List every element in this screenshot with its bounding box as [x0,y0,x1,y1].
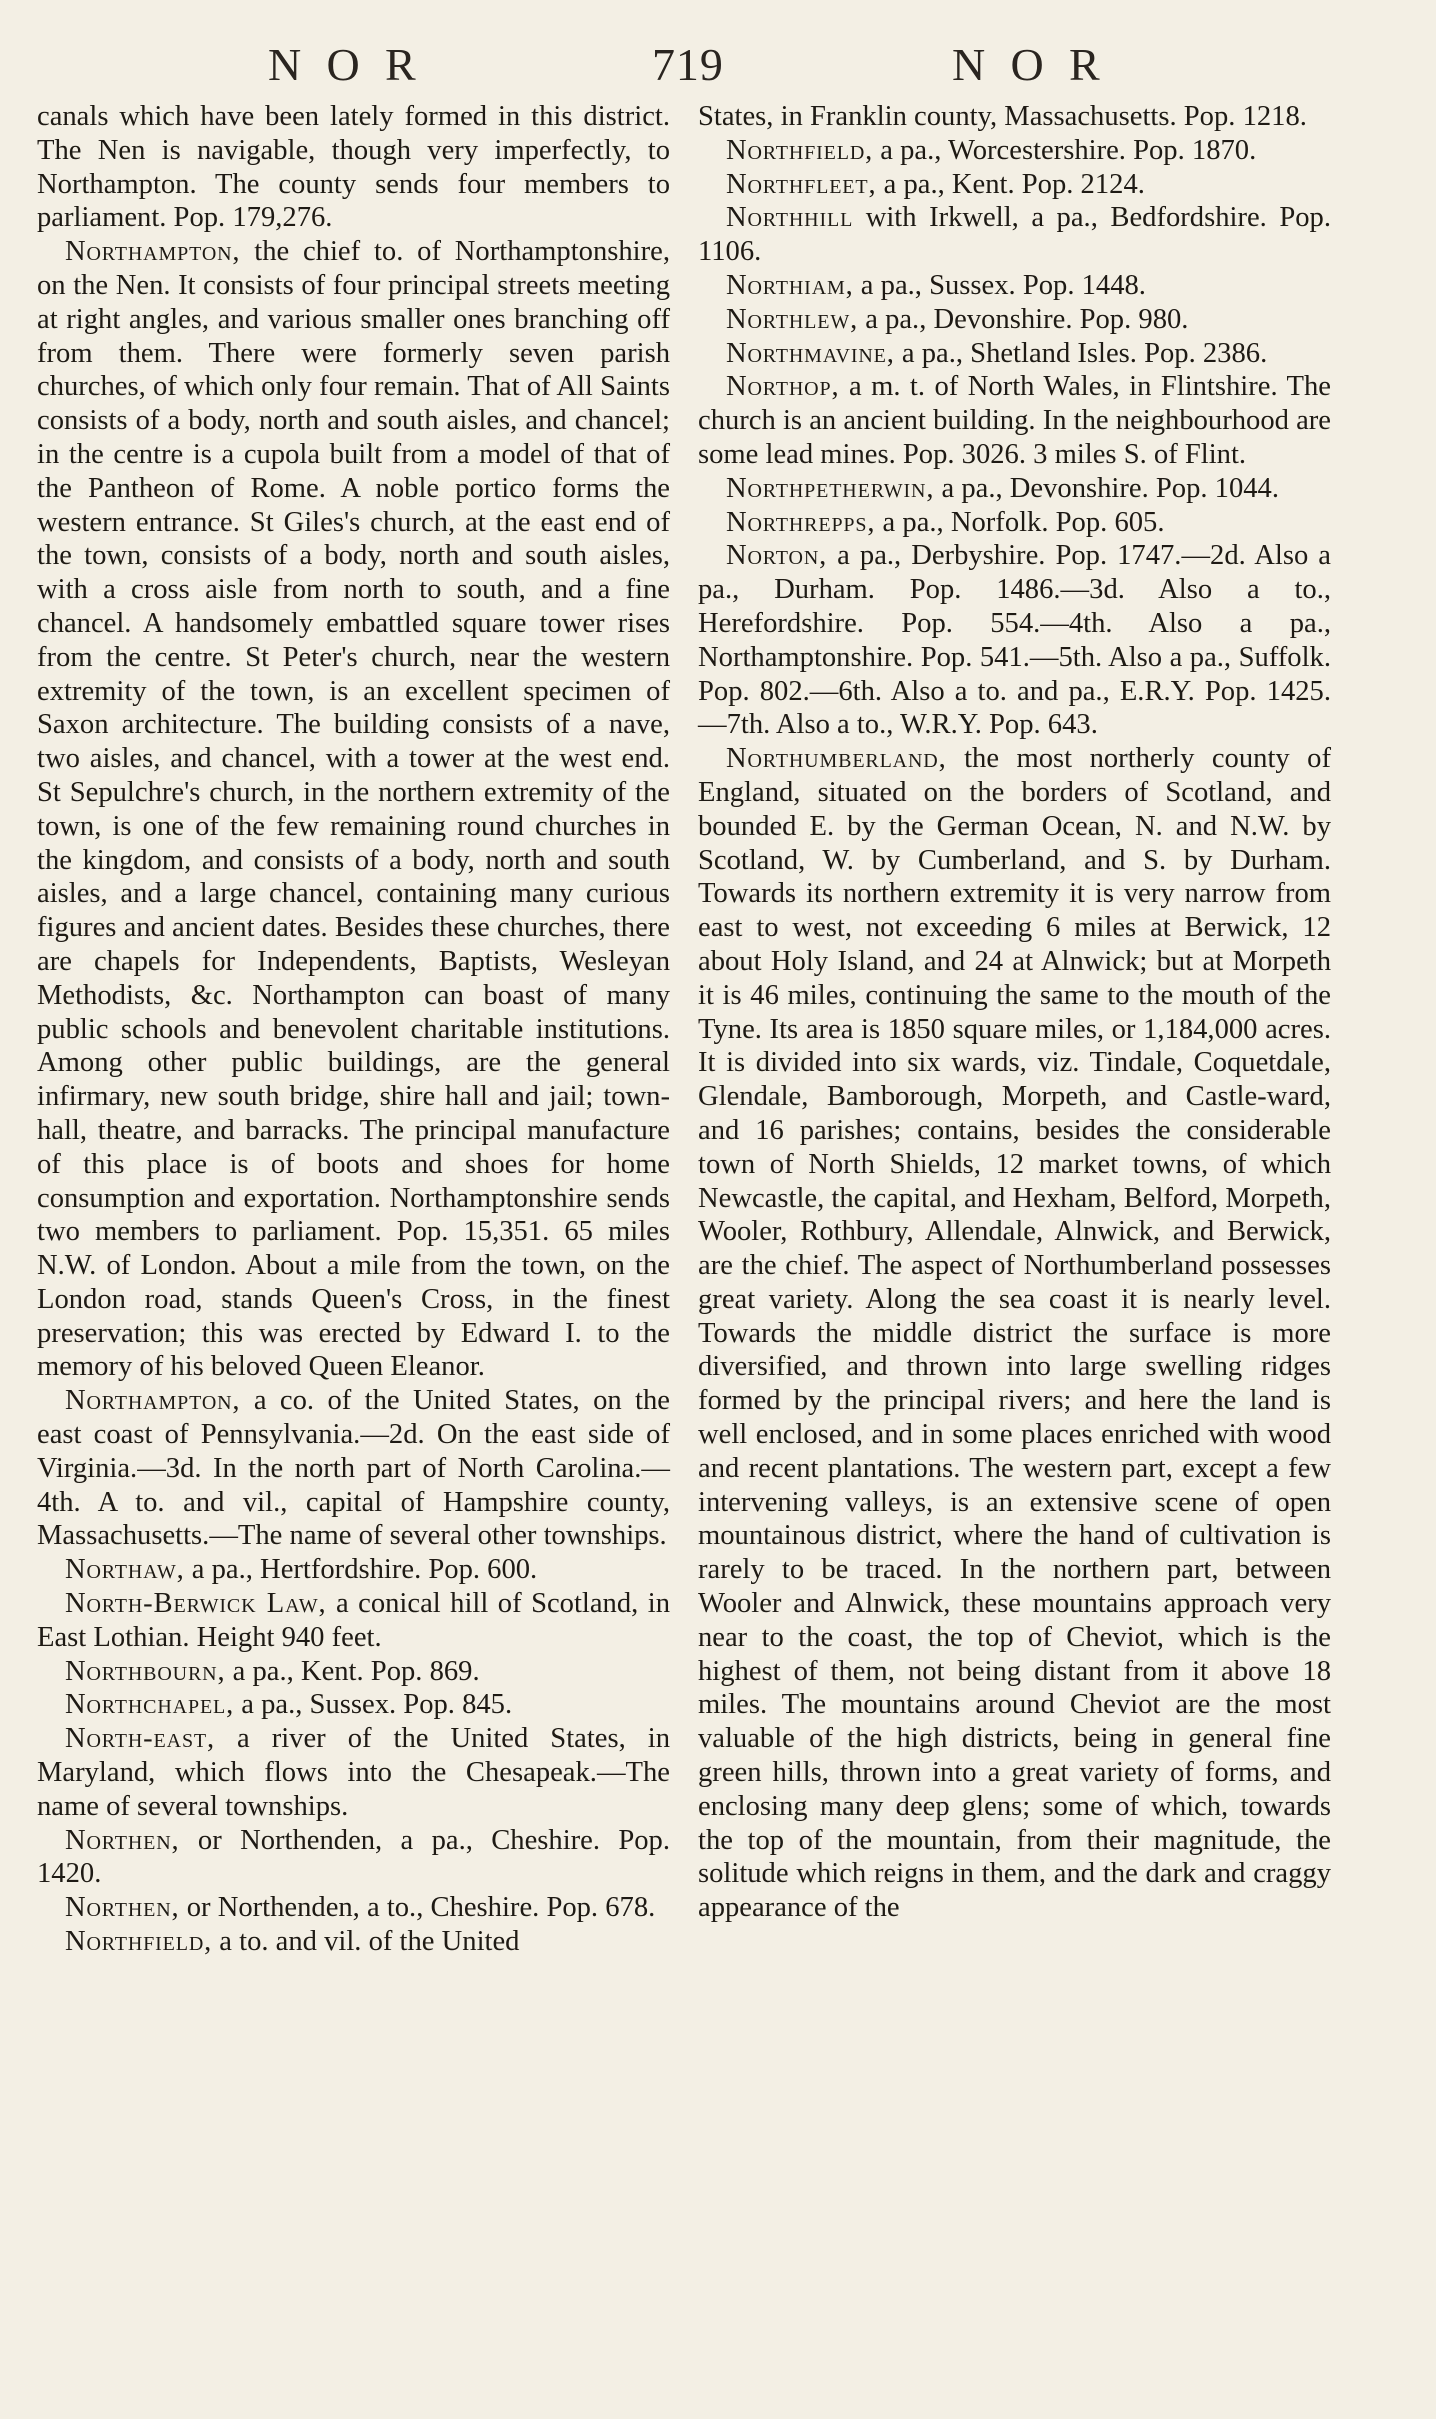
entry-text: a pa., Shetland Isles. Pop. 2386. [894,337,1268,369]
entry-text: or Northenden, a to., Cheshire. Pop. 678. [179,1892,656,1924]
running-head [0,38,1436,98]
gazetteer-entry [37,235,670,1384]
entry-headword: Northampton, [65,1385,241,1417]
gazetteer-entry [698,100,1331,134]
entry-headword: Northchapel, [65,1689,235,1721]
entry-headword: Northop, [726,371,840,403]
entry-text: a pa., Norfolk. Pop. 605. [875,506,1165,538]
entry-text: a pa., Devonshire. Pop. 1044. [934,472,1280,504]
entry-headword: Northiam, [726,269,854,301]
entry-headword: Northfleet, [726,168,877,200]
gazetteer-entry [698,168,1331,202]
entry-headword: Northmavine, [726,337,895,369]
entry-headword: Northfield, [65,1926,213,1958]
entry-text: with Irkwell, a pa., Bedfordshire. Pop. 1106. [698,202,1331,268]
gazetteer-entry [37,1722,670,1823]
gazetteer-entry [698,472,1331,506]
entry-headword: Northlew, [726,303,859,335]
entry-text: or Northenden, a pa., Cheshire. Pop. 1420. [37,1824,670,1890]
entry-headword: Northfield, [726,134,874,166]
gazetteer-entry [698,539,1331,742]
entry-headword: Northrepps, [726,506,876,538]
entry-headword: Northen, [65,1892,180,1924]
entry-headword: Northen, [65,1824,180,1856]
entry-headword: North-Berwick Law, [65,1588,327,1620]
entry-text: the chief to. of Northamptonshire, on the Nen. It consists of four principal streets meeting at right angles, and various smaller ones branching off from them. There were formerly seven parish churches, of which only four remain. That of All Saints consists of a body, north and south aisles, and chancel; in the centre is a cupola built from a model of that of the Pantheon of Rome. A noble portico forms the western entrance. St Giles's church, at the east end of the town, consists of a body, north and south aisles, with a cross aisle from north to south, and a fine chancel. A handsomely embattled square tower rises from the centre. St Peter's church, near the western extremity of the town, is an excellent specimen of Saxon architecture. The building consists of a nave, two aisles, and chancel, with a tower at the west end. St Sepulchre's church, in the northern extremity of the town, is one of the few remaining round churches in the kingdom, and consists of a body, north and south aisles, and a large chancel, containing many curious figures and ancient dates. Besides these churches, there are chapels for Independents, Baptists, Wesleyan Methodists, &c. Northampton can boast of many public schools and benevolent charitable institutions. Among other public buildings, are the general infirmary, new south bridge, shire hall and jail; town-hall, theatre, and barracks. The principal manufacture of this place is of boots and shoes for home consumption and exportation. Northamptonshire sends two members to parliament. Pop. 15,351. 65 miles N.W. of London. About a mile from the town, on the London road, stands Queen's Cross, in the finest preservation; this was erected by Edward I. to the memory of his beloved Queen Eleanor. [37,236,670,1383]
gazetteer-entry [698,303,1331,337]
entry-text: a pa., Worcestershire. Pop. 1870. [873,134,1257,166]
entry-text: a conical hill of Scotland, in East Lothian. Height 940 feet. [37,1588,670,1653]
entry-text: a pa., Kent. Pop. 2124. [876,168,1145,200]
entry-text: canals which have been lately formed in this district. The Nen is navigable, though very imperfectly, to Northampton. The county sends four members to parliament. Pop. 179,276. [37,101,670,234]
entry-headword: North-east, [65,1723,215,1755]
page-number: 719 [652,39,724,90]
entry-headword: Northumberland, [726,743,947,775]
gazetteer-entry [698,742,1331,1925]
entry-text: a pa., Kent. Pop. 869. [225,1655,480,1687]
entry-headword: Northhill [726,202,854,234]
entry-text: the most northerly county of England, situated on the borders of Scotland, and bounded E. by the German Ocean, N. and N.W. by Scotland, W. by Cumberland, and S. by Durham. Towards its northern extremity it is very narrow from east to west, not exceeding 6 miles at Berwick, 12 about Holy Island, and 24 at Alnwick; but at Morpeth it is 46 miles, continuing the same to the mouth of the Tyne. Its area is 1850 square miles, or 1,184,000 acres. It is divided into six wards, viz. Tindale, Coquetdale, Glendale, Bamborough, Morpeth, and Castle-ward, and 16 parishes; contains, besides the considerable town of North Shields, 12 market towns, of which Newcastle, the capital, and Hexham, Belford, Morpeth, Wooler, Rothbury, Allendale, Alnwick, and Berwick, are the chief. The aspect of Northumberland possesses great variety. Along the sea coast it is nearly level. Towards the middle district the surface is more diversified, and thrown into large swelling ridges formed by the principal rivers; and here the land is well enclosed, and in some places enriched with wood and recent plantations. The western part, except a few intervening valleys, is an extensive scene of open mountainous district, where the hand of cultivation is rarely to be traced. In the northern part, between Wooler and Alnwick, these mountains approach very near to the coast, the top of Cheviot, which is the highest of them, not being distant from it above 18 miles. The mountains around Cheviot are the most valuable of the high districts, being in general fine green hills, thrown into a great variety of forms, and enclosing many deep glens; some of which, towards the top of the mountain, from their magnitude, the solitude which reigns in them, and the dark and craggy appearance of the [698,743,1331,1924]
gazetteer-entry [698,134,1331,168]
entry-text: a pa., Devonshire. Pop. 980. [858,303,1189,335]
entry-text: a pa., Derbyshire. Pop. 1747.—2d. Also a pa., Durham. Pop. 1486.—3d. Also a to., Herefordshire. Pop. 554.—4th. Also a pa., Northamptonshire. Pop. 541.—5th. Also a pa., Suffolk. Pop. 802.—6th. Also a to. and pa., E.R.Y. Pop. 1425.—7th. Also a to., W.R.Y. Pop. 643. [698,540,1331,741]
gazetteer-entry [37,1587,670,1655]
gazetteer-entry [698,201,1331,269]
entry-headword: Northpetherwin, [726,472,935,504]
gazetteer-entry [698,269,1331,303]
entry-text: a pa., Sussex. Pop. 845. [234,1689,513,1721]
running-head-left: NOR [268,39,442,90]
gazetteer-entry [37,1891,670,1925]
gazetteer-entry [37,1925,670,1959]
gazetteer-entry [37,1655,670,1689]
entry-text: a river of the United States, in Maryland, which flows into the Chesapeak.—The name of several townships. [37,1723,670,1822]
entry-text: a pa., Hertfordshire. Pop. 600. [184,1554,538,1586]
entry-text: a pa., Sussex. Pop. 1448. [853,269,1146,301]
gazetteer-entry [37,100,670,235]
entry-text: a to. and vil. of the United [212,1926,520,1958]
entry-text: States, in Franklin county, Massachusetts. Pop. 1218. [698,101,1307,132]
gazetteer-entry [698,370,1331,471]
gazetteer-entry [698,506,1331,540]
entry-headword: Northbourn, [65,1655,226,1687]
entry-headword: Northampton, [65,236,241,268]
running-head-right: NOR [952,39,1126,90]
gazetteer-entry [37,1688,670,1722]
gazetteer-entry [698,337,1331,371]
gazetteer-entry [37,1553,670,1587]
right-column [698,100,1331,1925]
entry-text: a co. of the United States, on the east coast of Pennsylvania.—2d. On the east side of Virginia.—3d. In the north part of North Carolina.—4th. A to. and vil., capital of Hampshire county, Massachusetts.—The name of several other townships. [37,1385,670,1552]
gazetteer-entry [37,1384,670,1553]
entry-text: a m. t. of North Wales, in Flintshire. The church is an ancient building. In the neighbourhood are some lead mines. Pop. 3026. 3 miles S. of Flint. [698,371,1331,470]
entry-headword: Norton, [726,540,828,572]
left-column [37,100,670,1959]
gazetteer-entry [37,1824,670,1892]
entry-headword: Northaw, [65,1554,185,1586]
